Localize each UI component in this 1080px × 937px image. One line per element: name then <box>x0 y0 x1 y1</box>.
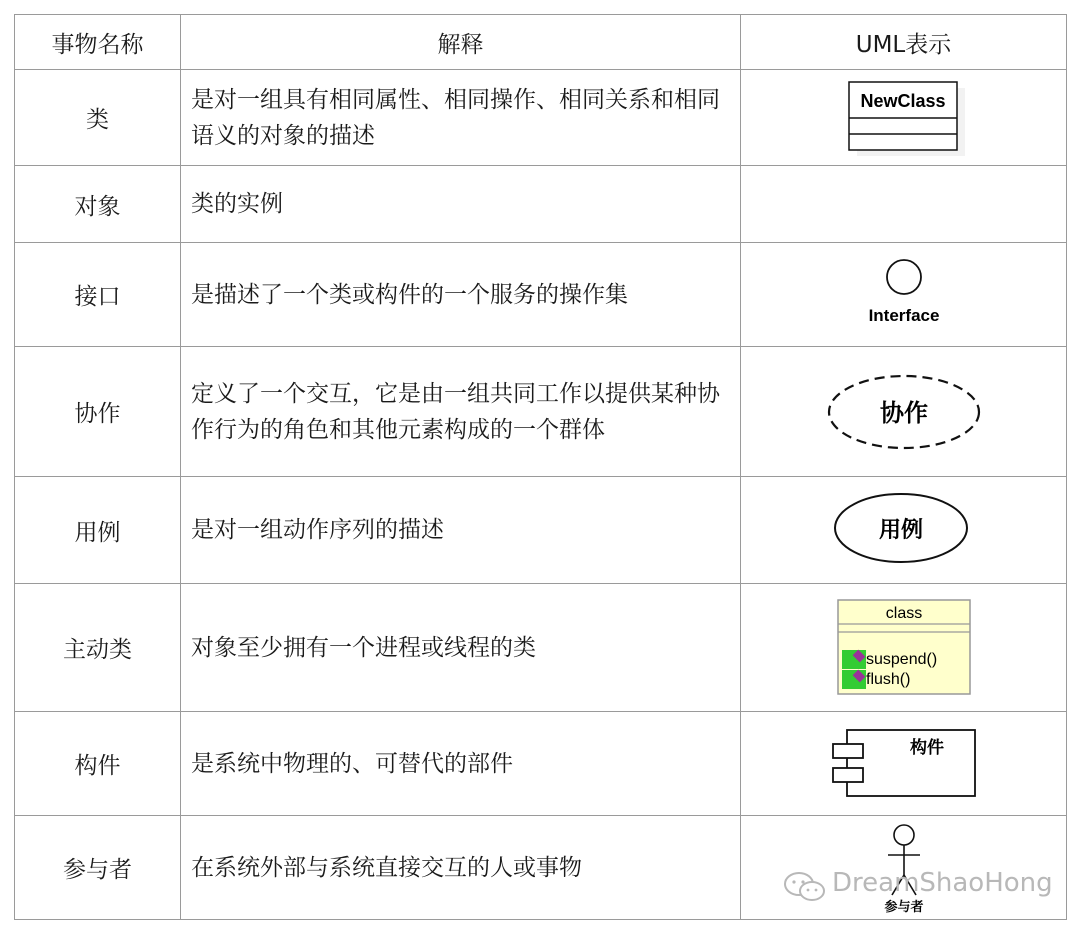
uml-usecase-symbol <box>741 477 1067 584</box>
table-row-component <box>15 712 1067 816</box>
header-name: 事物名称 <box>15 15 181 70</box>
interface-label: Interface <box>868 305 939 325</box>
header-uml: UML表示 <box>741 15 1067 70</box>
uml-class-symbol <box>741 70 1067 166</box>
active-class-label: class <box>885 604 922 622</box>
header-row <box>15 15 1067 70</box>
row-desc: 定义了一个交互，它是由一组共同工作以提供某种协作行为的角色和其他元素构成的一个群体 <box>181 347 741 477</box>
table-row-active-class <box>15 584 1067 712</box>
uml-component-symbol <box>741 712 1067 816</box>
row-name: 参与者 <box>15 816 181 920</box>
header-desc: 解释 <box>181 15 741 70</box>
row-desc: 在系统外部与系统直接交互的人或事物 <box>181 816 741 920</box>
row-desc: 是对一组动作序列的描述 <box>181 477 741 584</box>
operation-suspend: suspend() <box>865 650 937 668</box>
row-name: 主动类 <box>15 584 181 712</box>
class-symbol-label: NewClass <box>859 90 946 111</box>
uml-active-class-symbol <box>741 584 1067 712</box>
table-row-class <box>15 70 1067 166</box>
row-name: 用例 <box>15 477 181 584</box>
row-desc: 对象至少拥有一个进程或线程的类 <box>181 584 741 712</box>
collaboration-label: 协作 <box>879 398 928 427</box>
row-name: 构件 <box>15 712 181 816</box>
row-desc: 是系统中物理的、可替代的部件 <box>181 712 741 816</box>
row-name: 接口 <box>15 243 181 347</box>
usecase-label: 用例 <box>878 518 923 543</box>
uml-collaboration-symbol <box>741 347 1067 477</box>
table-row-object <box>15 166 1067 243</box>
operation-flush: flush() <box>865 670 910 688</box>
uml-object-empty <box>741 166 1067 243</box>
row-name: 协作 <box>15 347 181 477</box>
row-desc: 是描述了一个类或构件的一个服务的操作集 <box>181 243 741 347</box>
table-row-interface <box>15 243 1067 347</box>
component-label: 构件 <box>909 737 944 758</box>
table-row-collaboration <box>15 347 1067 477</box>
wechat-icon <box>782 870 828 904</box>
uml-interface-symbol <box>741 243 1067 347</box>
uml-things-table <box>14 14 1067 920</box>
table-row-usecase <box>15 477 1067 584</box>
row-desc: 类的实例 <box>181 166 741 243</box>
watermark-text: DreamShaoHong <box>832 868 1053 898</box>
row-name: 类 <box>15 70 181 166</box>
actor-label: 参与者 <box>883 899 924 915</box>
row-desc: 是对一组具有相同属性、相同操作、相同关系和相同语义的对象的描述 <box>181 70 741 166</box>
row-name: 对象 <box>15 166 181 243</box>
